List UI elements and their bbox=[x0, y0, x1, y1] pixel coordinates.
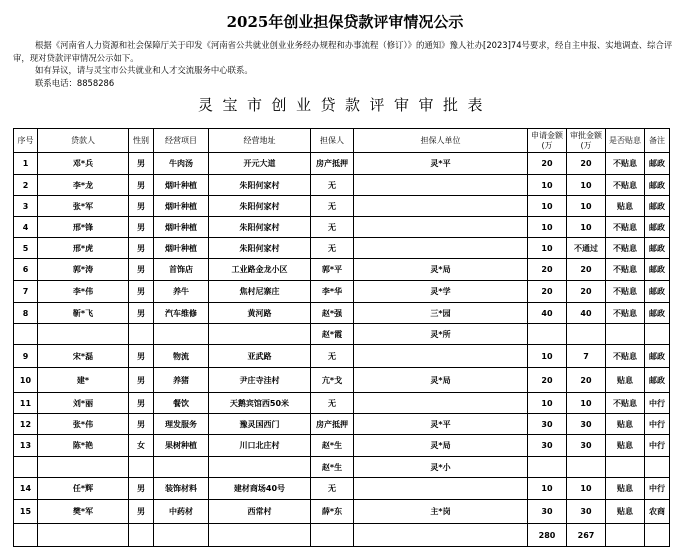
intro-text bbox=[13, 39, 677, 89]
cell-approved: 10 bbox=[567, 196, 606, 217]
cell-business: 物流 bbox=[154, 345, 209, 368]
cell-business: 首饰店 bbox=[154, 259, 209, 281]
header-approved-amount: 审批金额(万 bbox=[567, 129, 606, 153]
cell-gender: 男 bbox=[129, 345, 154, 368]
table-row bbox=[14, 196, 670, 217]
table-row bbox=[14, 457, 670, 478]
cell-gender: 男 bbox=[129, 281, 154, 303]
cell-gender: 男 bbox=[129, 238, 154, 259]
cell-business bbox=[154, 324, 209, 345]
empty-cell bbox=[38, 524, 129, 547]
cell-seq bbox=[14, 324, 38, 345]
cell-business: 烟叶种植 bbox=[154, 196, 209, 217]
cell-guarantor-unit: 灵*所 bbox=[354, 324, 528, 345]
cell-note: 邮政 bbox=[645, 368, 670, 393]
cell-seq: 5 bbox=[14, 238, 38, 259]
cell-approved: 20 bbox=[567, 281, 606, 303]
cell-seq: 15 bbox=[14, 500, 38, 524]
cell-address: 朱阳何家村 bbox=[209, 196, 311, 217]
cell-guarantor-unit bbox=[354, 238, 528, 259]
cell-seq: 11 bbox=[14, 393, 38, 414]
header-applied-amount: 申请金额(万 bbox=[528, 129, 567, 153]
table-row bbox=[14, 303, 670, 324]
cell-note bbox=[645, 324, 670, 345]
cell-guarantor-unit bbox=[354, 196, 528, 217]
cell-note: 邮政 bbox=[645, 153, 670, 175]
cell-address bbox=[209, 457, 311, 478]
cell-address: 开元大道 bbox=[209, 153, 311, 175]
cell-approved: 10 bbox=[567, 478, 606, 500]
table-row bbox=[14, 175, 670, 196]
cell-approved: 20 bbox=[567, 368, 606, 393]
cell-address: 尹庄寺洼村 bbox=[209, 368, 311, 393]
cell-guarantor: 赵*强 bbox=[311, 303, 354, 324]
cell-borrower: 邓*兵 bbox=[38, 153, 129, 175]
cell-guarantor-unit bbox=[354, 393, 528, 414]
cell-guarantor: 无 bbox=[311, 345, 354, 368]
cell-note: 邮政 bbox=[645, 281, 670, 303]
cell-applied: 10 bbox=[528, 393, 567, 414]
cell-note: 邮政 bbox=[645, 303, 670, 324]
cell-business: 餐饮 bbox=[154, 393, 209, 414]
cell-applied: 30 bbox=[528, 435, 567, 457]
cell-subsidy: 不贴息 bbox=[606, 345, 645, 368]
cell-note: 中行 bbox=[645, 435, 670, 457]
cell-approved: 30 bbox=[567, 500, 606, 524]
empty-cell bbox=[311, 524, 354, 547]
cell-subsidy: 不贴息 bbox=[606, 393, 645, 414]
cell-guarantor-unit: 灵*小 bbox=[354, 457, 528, 478]
cell-subsidy: 贴息 bbox=[606, 368, 645, 393]
cell-approved: 30 bbox=[567, 414, 606, 435]
cell-subsidy: 不贴息 bbox=[606, 153, 645, 175]
cell-borrower: 陈*艳 bbox=[38, 435, 129, 457]
header-guarantor: 担保人 bbox=[311, 129, 354, 153]
cell-applied: 30 bbox=[528, 414, 567, 435]
cell-address bbox=[209, 324, 311, 345]
cell-guarantor: 赵*生 bbox=[311, 435, 354, 457]
table-row bbox=[14, 368, 670, 393]
cell-borrower: 建* bbox=[38, 368, 129, 393]
cell-guarantor: 无 bbox=[311, 393, 354, 414]
table-row bbox=[14, 393, 670, 414]
cell-note: 农商 bbox=[645, 500, 670, 524]
cell-approved: 40 bbox=[567, 303, 606, 324]
cell-guarantor-unit: 灵*局 bbox=[354, 259, 528, 281]
header-borrower: 贷款人 bbox=[38, 129, 129, 153]
cell-guarantor: 赵*霞 bbox=[311, 324, 354, 345]
empty-cell bbox=[354, 524, 528, 547]
header-address: 经营地址 bbox=[209, 129, 311, 153]
cell-gender: 男 bbox=[129, 259, 154, 281]
cell-address: 建材商场40号 bbox=[209, 478, 311, 500]
cell-applied: 20 bbox=[528, 259, 567, 281]
cell-borrower: 李*伟 bbox=[38, 281, 129, 303]
cell-note: 邮政 bbox=[645, 259, 670, 281]
cell-seq: 3 bbox=[14, 196, 38, 217]
cell-applied: 20 bbox=[528, 281, 567, 303]
cell-gender: 女 bbox=[129, 435, 154, 457]
cell-gender: 男 bbox=[129, 175, 154, 196]
cell-note: 邮政 bbox=[645, 238, 670, 259]
cell-business: 理发服务 bbox=[154, 414, 209, 435]
cell-guarantor: 亢*戈 bbox=[311, 368, 354, 393]
cell-guarantor: 赵*生 bbox=[311, 457, 354, 478]
cell-approved: 不通过 bbox=[567, 238, 606, 259]
cell-subsidy: 不贴息 bbox=[606, 259, 645, 281]
cell-seq: 4 bbox=[14, 217, 38, 238]
cell-business bbox=[154, 457, 209, 478]
cell-borrower bbox=[38, 457, 129, 478]
cell-gender: 男 bbox=[129, 196, 154, 217]
cell-gender: 男 bbox=[129, 217, 154, 238]
cell-business: 装饰材料 bbox=[154, 478, 209, 500]
empty-cell bbox=[645, 524, 670, 547]
cell-business: 烟叶种植 bbox=[154, 238, 209, 259]
cell-seq: 7 bbox=[14, 281, 38, 303]
cell-subsidy: 不贴息 bbox=[606, 175, 645, 196]
empty-cell bbox=[606, 524, 645, 547]
cell-borrower: 郭*涛 bbox=[38, 259, 129, 281]
cell-gender bbox=[129, 324, 154, 345]
table-row bbox=[14, 153, 670, 175]
cell-borrower bbox=[38, 324, 129, 345]
cell-subsidy bbox=[606, 457, 645, 478]
cell-approved: 10 bbox=[567, 393, 606, 414]
cell-seq: 13 bbox=[14, 435, 38, 457]
header-seq: 序号 bbox=[14, 129, 38, 153]
cell-note: 邮政 bbox=[645, 175, 670, 196]
cell-borrower: 邢*虎 bbox=[38, 238, 129, 259]
cell-applied: 20 bbox=[528, 368, 567, 393]
cell-note: 中行 bbox=[645, 414, 670, 435]
cell-address: 朱阳何家村 bbox=[209, 217, 311, 238]
cell-guarantor: 无 bbox=[311, 217, 354, 238]
cell-guarantor: 郭*平 bbox=[311, 259, 354, 281]
cell-seq: 10 bbox=[14, 368, 38, 393]
intro-paragraph-2: 如有异议，请与灵宝市公共就业和人才交流服务中心联系。 bbox=[35, 65, 253, 75]
cell-business: 牛肉汤 bbox=[154, 153, 209, 175]
cell-guarantor-unit: 主*岗 bbox=[354, 500, 528, 524]
cell-subsidy: 不贴息 bbox=[606, 303, 645, 324]
cell-subsidy: 不贴息 bbox=[606, 238, 645, 259]
header-subsidy: 是否贴息 bbox=[606, 129, 645, 153]
header-note: 备注 bbox=[645, 129, 670, 153]
cell-business: 养猪 bbox=[154, 368, 209, 393]
cell-seq: 9 bbox=[14, 345, 38, 368]
table-body bbox=[14, 153, 670, 547]
cell-guarantor-unit: 灵*局 bbox=[354, 368, 528, 393]
cell-approved: 10 bbox=[567, 217, 606, 238]
cell-address: 天鹅宾馆西50米 bbox=[209, 393, 311, 414]
cell-address: 焦村尼寨庄 bbox=[209, 281, 311, 303]
cell-applied: 10 bbox=[528, 345, 567, 368]
cell-guarantor: 无 bbox=[311, 175, 354, 196]
cell-subsidy: 贴息 bbox=[606, 435, 645, 457]
table-row bbox=[14, 281, 670, 303]
cell-guarantor: 无 bbox=[311, 478, 354, 500]
cell-address: 黄河路 bbox=[209, 303, 311, 324]
cell-applied bbox=[528, 457, 567, 478]
cell-gender bbox=[129, 457, 154, 478]
cell-business: 果树种植 bbox=[154, 435, 209, 457]
cell-approved: 7 bbox=[567, 345, 606, 368]
cell-gender: 男 bbox=[129, 478, 154, 500]
cell-borrower: 宋*磊 bbox=[38, 345, 129, 368]
cell-guarantor-unit bbox=[354, 217, 528, 238]
empty-cell bbox=[129, 524, 154, 547]
cell-borrower: 樊*军 bbox=[38, 500, 129, 524]
cell-guarantor: 无 bbox=[311, 196, 354, 217]
cell-gender: 男 bbox=[129, 414, 154, 435]
cell-address: 川口北庄村 bbox=[209, 435, 311, 457]
cell-borrower: 刘*丽 bbox=[38, 393, 129, 414]
cell-guarantor-unit: 灵*平 bbox=[354, 414, 528, 435]
cell-applied: 10 bbox=[528, 217, 567, 238]
cell-note: 中行 bbox=[645, 393, 670, 414]
cell-business: 中药材 bbox=[154, 500, 209, 524]
cell-approved bbox=[567, 324, 606, 345]
cell-guarantor-unit bbox=[354, 175, 528, 196]
cell-borrower: 靳*飞 bbox=[38, 303, 129, 324]
cell-seq: 6 bbox=[14, 259, 38, 281]
table-row bbox=[14, 324, 670, 345]
empty-cell bbox=[14, 524, 38, 547]
cell-business: 养牛 bbox=[154, 281, 209, 303]
cell-borrower: 张*军 bbox=[38, 196, 129, 217]
cell-subsidy: 贴息 bbox=[606, 414, 645, 435]
cell-address: 工业路金龙小区 bbox=[209, 259, 311, 281]
cell-applied: 10 bbox=[528, 196, 567, 217]
cell-seq: 12 bbox=[14, 414, 38, 435]
cell-gender: 男 bbox=[129, 303, 154, 324]
cell-applied: 10 bbox=[528, 238, 567, 259]
cell-guarantor: 薛*东 bbox=[311, 500, 354, 524]
header-business: 经营项目 bbox=[154, 129, 209, 153]
table-row bbox=[14, 259, 670, 281]
cell-approved: 20 bbox=[567, 153, 606, 175]
cell-guarantor-unit: 灵*平 bbox=[354, 153, 528, 175]
cell-note: 邮政 bbox=[645, 345, 670, 368]
cell-gender: 男 bbox=[129, 393, 154, 414]
cell-guarantor-unit: 三*园 bbox=[354, 303, 528, 324]
document-title: 2025年创业担保贷款评审情况公示 bbox=[226, 13, 464, 31]
cell-guarantor: 无 bbox=[311, 238, 354, 259]
header-guarantor-unit: 担保人单位 bbox=[354, 129, 528, 153]
cell-address: 西常村 bbox=[209, 500, 311, 524]
cell-approved: 30 bbox=[567, 435, 606, 457]
cell-guarantor-unit: 灵*学 bbox=[354, 281, 528, 303]
cell-subsidy: 贴息 bbox=[606, 500, 645, 524]
cell-applied: 30 bbox=[528, 500, 567, 524]
cell-approved bbox=[567, 457, 606, 478]
cell-applied: 10 bbox=[528, 175, 567, 196]
cell-applied bbox=[528, 324, 567, 345]
cell-business: 烟叶种植 bbox=[154, 217, 209, 238]
cell-business: 汽车维修 bbox=[154, 303, 209, 324]
cell-address: 朱阳何家村 bbox=[209, 238, 311, 259]
cell-guarantor-unit bbox=[354, 478, 528, 500]
cell-guarantor: 李*华 bbox=[311, 281, 354, 303]
cell-seq: 14 bbox=[14, 478, 38, 500]
cell-guarantor: 房产抵押 bbox=[311, 414, 354, 435]
cell-seq: 1 bbox=[14, 153, 38, 175]
table-row bbox=[14, 414, 670, 435]
cell-subsidy: 贴息 bbox=[606, 196, 645, 217]
contact-phone: 联系电话：8858286 bbox=[35, 77, 115, 88]
loan-approval-table bbox=[13, 128, 670, 547]
table-row bbox=[14, 500, 670, 524]
cell-guarantor-unit: 灵*局 bbox=[354, 435, 528, 457]
cell-address: 豫灵国西门 bbox=[209, 414, 311, 435]
cell-subsidy: 不贴息 bbox=[606, 217, 645, 238]
total-applied-amount: 280 bbox=[528, 524, 567, 547]
table-row bbox=[14, 478, 670, 500]
cell-borrower: 李*龙 bbox=[38, 175, 129, 196]
empty-cell bbox=[209, 524, 311, 547]
cell-applied: 10 bbox=[528, 478, 567, 500]
cell-applied: 40 bbox=[528, 303, 567, 324]
cell-guarantor-unit bbox=[354, 345, 528, 368]
table-row bbox=[14, 238, 670, 259]
table-header-row bbox=[14, 129, 670, 153]
cell-subsidy bbox=[606, 324, 645, 345]
cell-address: 亚武路 bbox=[209, 345, 311, 368]
table-row bbox=[14, 435, 670, 457]
cell-borrower: 邢*锋 bbox=[38, 217, 129, 238]
cell-applied: 20 bbox=[528, 153, 567, 175]
cell-business: 烟叶种植 bbox=[154, 175, 209, 196]
cell-note bbox=[645, 457, 670, 478]
cell-guarantor: 房产抵押 bbox=[311, 153, 354, 175]
cell-address: 朱阳何家村 bbox=[209, 175, 311, 196]
header-gender: 性别 bbox=[129, 129, 154, 153]
empty-cell bbox=[154, 524, 209, 547]
cell-subsidy: 贴息 bbox=[606, 478, 645, 500]
cell-borrower: 张*伟 bbox=[38, 414, 129, 435]
cell-gender: 男 bbox=[129, 153, 154, 175]
cell-note: 邮政 bbox=[645, 196, 670, 217]
cell-approved: 20 bbox=[567, 259, 606, 281]
cell-note: 邮政 bbox=[645, 217, 670, 238]
cell-seq: 2 bbox=[14, 175, 38, 196]
cell-seq bbox=[14, 457, 38, 478]
table-row bbox=[14, 345, 670, 368]
totals-row bbox=[14, 524, 670, 547]
cell-subsidy: 不贴息 bbox=[606, 281, 645, 303]
total-approved-amount: 267 bbox=[567, 524, 606, 547]
cell-approved: 10 bbox=[567, 175, 606, 196]
cell-gender: 男 bbox=[129, 368, 154, 393]
table-row bbox=[14, 217, 670, 238]
cell-gender: 男 bbox=[129, 500, 154, 524]
cell-borrower: 任*辉 bbox=[38, 478, 129, 500]
table-title: 灵宝市创业贷款评审审批表 bbox=[197, 96, 492, 114]
cell-seq: 8 bbox=[14, 303, 38, 324]
intro-paragraph-1: 根据《河南省人力资源和社会保障厅关于印发《河南省公共就业创业业务经办规程和办事流程（修订）》的通知》豫人社办[2023]74号要求，经自主申报、实地调查、综合评审，现对贷款评审情况公示如下。 bbox=[13, 40, 673, 63]
cell-note: 中行 bbox=[645, 478, 670, 500]
